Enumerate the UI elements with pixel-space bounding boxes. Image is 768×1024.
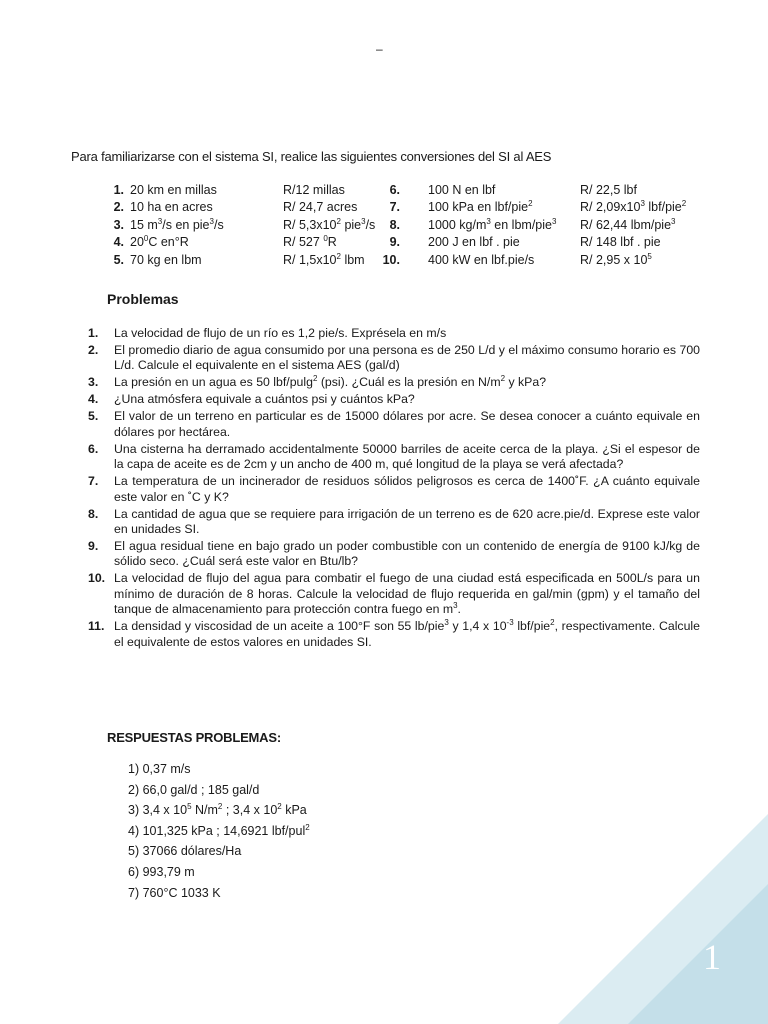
problem-item: [88, 409, 700, 440]
problem-number: 11.: [88, 619, 105, 634]
conversion-question: 70 kg en lbm: [130, 252, 202, 267]
problem-text: Una cisterna ha derramado accidentalmente 50000 barriles de aceite cerca de la playa. ¿Si el espesor de la capa de aceite es de 2cm y un ancho de 400 m, qué longitud de la playa se verá afectada?: [114, 441, 700, 472]
problem-text: La densidad y viscosidad de un aceite a 100°F son 55 lb/pie$^3$ y 1,4 x $10^{-3}$ lbf/pie$^2$, respectivamente. Calcule el equivalente de estos valores en unidades SI.: [114, 618, 700, 649]
conversion-number: 4.: [113, 235, 124, 250]
problem-item: [88, 442, 700, 473]
page-number: 1: [703, 937, 721, 977]
conversion-question: $20^0C$ en°R: [130, 234, 189, 250]
answer-item: 3) 3,4 x $10^5$ $N/m^2$ ; 3,4 x $10^2$ kPa: [128, 802, 307, 818]
problem-item: [88, 619, 700, 650]
problems-list: [88, 326, 700, 652]
answer-item: 1) 0,37 m/s: [128, 762, 191, 776]
conversion-question: 15 $m^3/s$ en pie$^3$/s: [130, 216, 224, 232]
problem-item: [88, 375, 700, 390]
problem-number: 5.: [88, 409, 99, 424]
problem-item: [88, 539, 700, 570]
problem-text: ¿Una atmósfera equivale a cuántos psi y cuántos kPa?: [114, 392, 415, 407]
problem-text: La velocidad de flujo de un río es 1,2 pie/s. Exprésela en m/s: [114, 326, 447, 340]
header-dash: –: [376, 42, 383, 56]
problem-item: [88, 326, 700, 341]
conversion-answer: R/ 22,5 lbf: [580, 183, 637, 197]
conversion-answer: R/ 24,7 acres: [283, 200, 358, 215]
conversion-answer: R/ $2,09x10^3$ lbf/pie$^2$: [580, 199, 687, 215]
conversion-question: 400 kW en lbf.pie/s: [428, 252, 535, 267]
problem-text: El valor de un terreno en particular es de 15000 dólares por acre. Se desea conocer a cuánto equivale en dólares por hectárea.: [114, 409, 700, 439]
problems-heading: Problemas: [107, 291, 179, 307]
conversion-row: [100, 218, 720, 235]
answers-heading: RESPUESTAS PROBLEMAS:: [107, 730, 281, 745]
problem-text: La cantidad de agua que se requiere para irrigación de un terreno es de 620 acre.pie/d. Exprese este valor en unidades SI.: [114, 506, 700, 537]
answer-item: 4) 101,325 kPa ; 14,6921 lbf/pul$^2$: [128, 822, 310, 838]
conversion-answer: R/ $5,3x10^2$ pie$^3$/s: [283, 216, 376, 232]
problem-number: 7.: [88, 474, 99, 489]
conversion-row: [100, 183, 720, 200]
problem-number: 10.: [88, 571, 106, 586]
problem-item: [88, 507, 700, 538]
conversion-number: 5.: [113, 252, 124, 267]
problem-number: 3.: [88, 375, 99, 390]
answer-item: 6) 993,79 m: [128, 864, 195, 879]
conversion-number: 10.: [382, 252, 400, 267]
problem-number: 8.: [88, 506, 99, 521]
problem-text: La presión en un agua es 50 lbf/pulg$^2$ (psi). ¿Cuál es la presión en $N/m^2$ y kPa?: [114, 374, 547, 390]
conversion-number: 1.: [113, 183, 124, 197]
conversion-answer: R/ 148 lbf . pie: [580, 235, 661, 250]
conversion-question: 10 ha en acres: [130, 200, 213, 215]
conversion-question: 200 J en lbf . pie: [428, 235, 520, 250]
answer-item: 7) 760°C 1033 K: [128, 885, 221, 900]
conversion-list: [100, 183, 720, 270]
conversion-row: [100, 200, 720, 217]
conversion-answer: R/12 millas: [283, 183, 345, 197]
problem-item: [88, 392, 700, 407]
conversion-number: 7.: [389, 200, 400, 215]
answer-item: 5) 37066 dólares/Ha: [128, 844, 242, 859]
conversion-answer: R/ $1,5x10^2$ lbm: [283, 251, 365, 267]
problem-number: 9.: [88, 539, 99, 554]
problem-item: [88, 571, 700, 617]
problem-item: [88, 343, 700, 374]
problem-number: 6.: [88, 441, 99, 456]
conversion-number: 8.: [389, 217, 400, 232]
problem-text: El promedio diario de agua consumido por una persona es de 250 L/d y el máximo consumo horario es 700 L/d. Calcule el equivalente en el sistema AES (gal/d): [114, 343, 700, 373]
conversion-row: [100, 235, 720, 252]
conversion-question: 100 N en lbf: [428, 183, 496, 197]
conversion-question: 1000 $kg/m^3$ en lbm/pie$^3$: [428, 216, 557, 232]
answer-item: 2) 66,0 gal/d ; 185 gal/d: [128, 782, 260, 797]
conversion-number: 3.: [113, 217, 124, 232]
intro-text: Para familiarizarse con el sistema SI, realice las siguientes conversiones del SI al AES: [71, 149, 552, 164]
problem-text: La velocidad de flujo del agua para combatir el fuego de una ciudad está especificada en 500L/s para un mínimo de duración de 8 horas. Calcule la velocidad de flujo requerida en gal/min (gpm) y el tamaño del tanque de almacenamiento para protección contra fuego en $m^3$.: [114, 571, 700, 617]
conversion-number: 2.: [113, 200, 124, 215]
problem-text: La temperatura de un incinerador de residuos sólidos peligrosos es cerca de 1400˚F. ¿A cuánto equivale este valor en ˚C y K?: [114, 474, 700, 504]
conversion-question: 20 km en millas: [130, 183, 217, 197]
conversion-answer: R/ 62,44 lbm/pie$^3$: [580, 216, 676, 232]
answers-list: [128, 762, 310, 906]
corner-decoration: [558, 814, 768, 1024]
problem-number: 1.: [88, 326, 99, 340]
conversion-answer: R/ 527 $^0$R: [283, 234, 337, 250]
conversion-answer: R/ 2,95 x $10^5$: [580, 251, 652, 267]
conversion-number: 9.: [389, 235, 400, 250]
problem-number: 4.: [88, 392, 99, 407]
conversion-row: [100, 253, 720, 270]
problem-number: 2.: [88, 343, 99, 357]
conversion-number: 6.: [389, 183, 400, 197]
conversion-question: 100 kPa en lbf/pie$^2$: [428, 199, 533, 215]
problem-item: [88, 474, 700, 505]
problem-text: El agua residual tiene en bajo grado un poder combustible con un contenido de energía de 9100 kJ/kg de sólido seco. ¿Cuál será este valor en Btu/lb?: [114, 539, 700, 569]
